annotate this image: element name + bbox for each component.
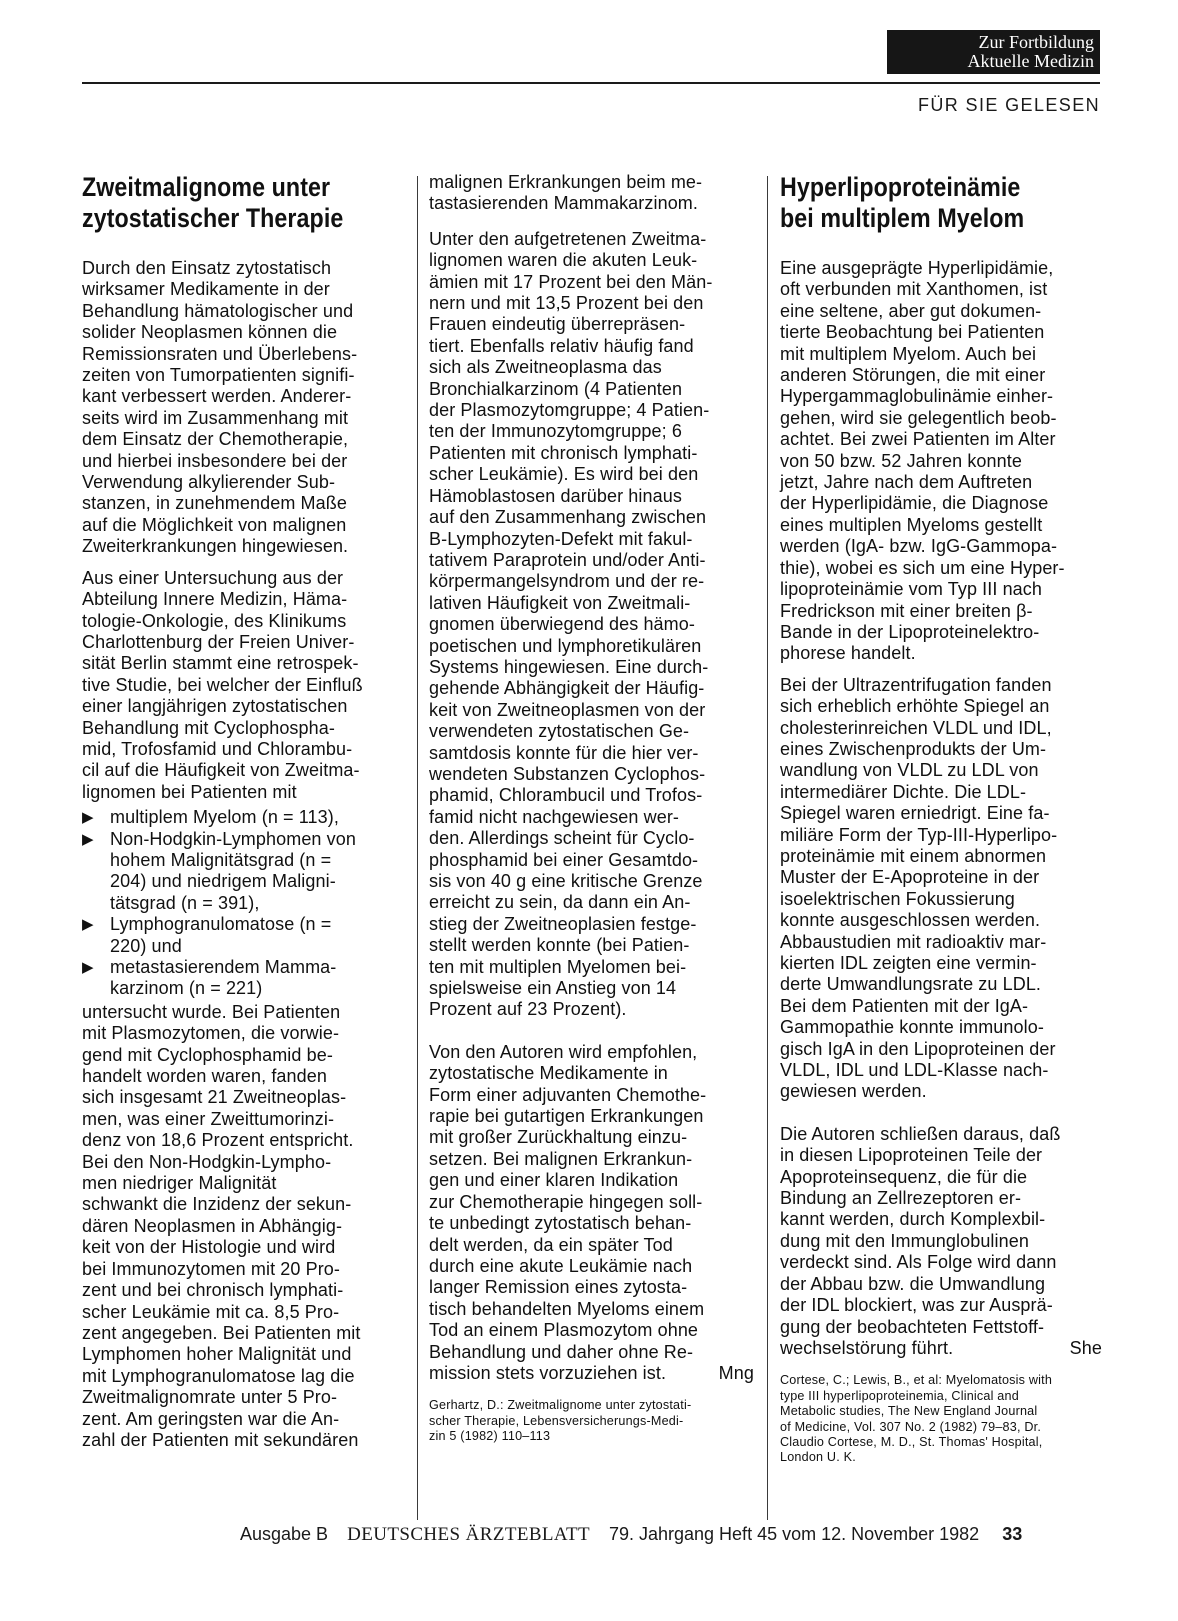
bullet-arrow-icon: ▶ xyxy=(82,959,94,976)
list-item: ▶ Lymphogranulomatose (n = 220) und xyxy=(82,914,332,956)
page-footer xyxy=(240,1524,1022,1546)
article-2-reference: Cortese, C.; Lewis, B., et al: Myelomatosis with type III hyperlipoproteinemia, Clinical and Metabolic studies, The New England Journal of Medicine, Vol. 307 No. 2 (1982) 79–83, Dr. Claudio Cortese, M. D., St. Thomas' Hospital, London U. K. xyxy=(780,1373,1053,1465)
article-2-paragraph-2: Bei der Ultrazentrifugation fanden sich erheblich erhöhte Spiegel an cholesterinreichen VLDL und IDL, eines Zwischenprodukts der Um- wandlung von VLDL zu LDL von intermediärer Dichte. Die LDL- Spiegel waren erniedrigt. Eine fa- miliäre Form der Typ-III-Hyperlipo- proteinämie mit einem abnormen Muster der E-Apoproteine in der isoelektrischen Fokussierung konnte ausgeschlossen werden. Abbaustudien mit radioaktiv mar- kierten IDL zeigten eine vermin- derte Umwandlungsrate zu LDL. Bei dem Patienten mit der IgA- Gammopathie konnte immunolo- gisch IgA in den Lipoproteinen der VLDL, IDL und LDL-Klasse nach- gewiesen werden. xyxy=(780,674,1058,1102)
issue-info: 79. Jahrgang Heft 45 vom 12. November 1982 xyxy=(608,1524,980,1544)
journal-name: DEUTSCHES ÄRZTEBLATT xyxy=(347,1524,590,1545)
list-item: ▶ multiplem Myelom (n = 113), xyxy=(82,807,339,828)
author-signature: Mng xyxy=(718,1362,754,1383)
bullet-arrow-icon: ▶ xyxy=(82,830,94,848)
list-item: ▶ Non-Hodgkin-Lymphomen von hohem Malignitätsgrad (n = 204) und niedrigem Maligni- tätsgrad (n = 391), xyxy=(82,828,356,913)
rubric-line-2: Aktuelle Medizin xyxy=(967,51,1094,71)
article-2-title: Hyperlipoproteinämie bei multiplem Myelom xyxy=(780,172,1025,233)
bullet-arrow-icon: ▶ xyxy=(82,809,94,827)
column-2 xyxy=(429,172,754,1445)
article-1-paragraph-4: malignen Erkrankungen beim me- tastasierenden Mammakarzinom. xyxy=(429,172,703,214)
column-3 xyxy=(780,172,1102,1466)
rubric-line-1: Zur Fortbildung xyxy=(978,32,1094,52)
bullet-arrow-icon: ▶ xyxy=(82,916,94,934)
article-1-paragraph-2: Aus einer Untersuchung aus der Abteilung Innere Medizin, Häma- tologie-Onkologie, des Klinikums Charlottenburg der Freien Univer- sität Berlin stammt eine retrospek- tive Studie, bei welcher der Einfluß einer langjährigen zytostatischen Behandlung mit Cyclophospha- mid, Trofosfamid und Chlorambu- cil auf die Häufigkeit von Zweitma- lignomen bei Patienten mit xyxy=(82,567,363,802)
header-rule xyxy=(82,82,1100,84)
article-2-paragraph-3: Die Autoren schließen daraus, daß in diesen Lipoproteinen Teile der Apoproteinsequenz, die für die Bindung an Zellrezeptoren er- kannt werden, durch Komplexbil- dung mit den Immunglobulinen verdeckt sind. Als Folge wird dann der Abbau bzw. die Umwandlung der IDL blockiert, was zur Ausprä- gung der beobachteten Fettstoff- wechselstörung führt. She xyxy=(780,1123,1102,1358)
list-item: ▶ metastasierendem Mamma- karzinom (n = 221) xyxy=(82,957,337,999)
page-number: 33 xyxy=(1002,1524,1023,1544)
article-1-title: Zweitmalignome unter zytostatischer Therapie xyxy=(82,172,344,233)
column-divider xyxy=(417,176,418,1520)
article-1-reference: Gerhartz, D.: Zweitmalignome unter zytostati- scher Therapie, Lebensversicherungs-Medi- zin 5 (1982) 110–113 xyxy=(429,1398,692,1444)
author-signature: She xyxy=(1069,1337,1102,1358)
article-1-paragraph-1: Durch den Einsatz zytostatisch wirksamer Medikamente in der Behandlung hämatologischer und solider Neoplasmen können die Remissionsraten und Überlebens- zeiten von Tumorpatienten signifi- kant verbessert werden. Anderer- seits wird im Zusammenhang mit dem Einsatz der Chemotherapie, und hierbei insbesondere bei der Verwendung alkylierender Sub- stanzen, in zunehmendem Maße auf die Möglichkeit von malignen Zweiterkrankungen hingewiesen. xyxy=(82,258,358,557)
rubric-badge xyxy=(887,30,1100,74)
article-1-paragraph-3: untersucht wurde. Bei Patienten mit Plasmozytomen, die vorwie- gend mit Cyclophosphamid be- handelt worden waren, fanden sich insgesamt 21 Zweitneoplas- men, was einer Zweittumorinzi- denz von 18,6 Prozent entspricht. Bei den Non-Hodgkin-Lympho- men niedriger Malignität schwankt die Inzidenz der sekun- dären Neoplasmen in Abhängig- keit von der Histologie und wird bei Immunozytomen mit 20 Pro- zent und bei chronisch lymphati- scher Leukämie mit ca. 8,5 Pro- zent angegeben. Bei Patienten mit Lymphomen hoher Malignität und mit Lymphogranulomatose lag die Zweitmalignomrate unter 5 Pro- zent. Am geringsten war die An- zahl der Patienten mit sekundären xyxy=(82,1001,361,1450)
section-label: FÜR SIE GELESEN xyxy=(917,95,1100,115)
column-divider xyxy=(767,176,768,1520)
article-2-paragraph-1: Eine ausgeprägte Hyperlipidämie, oft verbunden mit Xanthomen, ist eine seltene, aber gut dokumen- tierte Beobachtung bei Patienten mit multiplem Myelom. Auch bei anderen Störungen, die mit einer Hypergammaglobulinämie einher- gehen, wird sie gelegentlich beob- achtet. Bei zwei Patienten im Alter von 50 bzw. 52 Jahren konnte jetzt, Jahre nach dem Auftreten der Hyperlipidämie, die Diagnose eines multiplen Myeloms gestellt werden (IgA- bzw. IgG-Gammopa- thie), wobei es sich um eine Hyper- lipoproteinämie vom Typ III nach Fredrickson mit einer breiten β- Bande in der Lipoproteinelektro- phorese handelt. xyxy=(780,258,1065,664)
patient-group-list xyxy=(82,807,407,1000)
column-1 xyxy=(82,172,407,1461)
article-1-paragraph-5: Unter den aufgetretenen Zweitma- lignomen waren die akuten Leuk- ämien mit 17 Prozent bei den Män- nern und mit 13,5 Prozent bei den Frauen eindeutig überrepräsen- tiert. Ebenfalls relativ häufig fand sich als Zweitneoplasma das Bronchialkarzinom (4 Patienten der Plasmozytomgruppe; 4 Patien- ten der Immunozytomgruppe; 6 Patienten mit chronisch lymphati- scher Leukämie). Es wird bei den Hämoblastosen darüber hinaus auf den Zusammenhang zwischen B-Lymphozyten-Defekt mit fakul- tativem Paraprotein und/oder Anti- körpermangelsyndrom und der re- lativen Häufigkeit von Zweitmali- gnomen überwiegend des hämo- poetischen und lymphoretikulären Systems hingewiesen. Eine durch- gehende Abhängigkeit der Häufig- keit von Zweitneoplasmen von der verwendeten zytostatischen Ge- samtdosis konnte für die hier ver- wendeten Substanzen Cyclophos- phamid, Chlorambucil und Trofos- famid nicht nachgewiesen wer- den. Allerdings scheint für Cyclo- phosphamid bei einer Gesamtdo- sis von 40 g eine kritische Grenze erreicht zu sein, da dann ein An- stieg der Zweitneoplasien festge- stellt werden konnte (bei Patien- ten mit multiplen Myelomen bei- spielsweise ein Anstieg von 14 Prozent auf 23 Prozent). xyxy=(429,228,713,1020)
edition-label: Ausgabe B xyxy=(240,1524,329,1544)
article-1-paragraph-6: Von den Autoren wird empfohlen, zytostatische Medikamente in Form einer adjuvanten Chemothe- rapie bei gutartigen Erkrankungen mit großer Zurückhaltung einzu- setzen. Bei malignen Erkrankun- gen und einer klaren Indikation zur Chemotherapie hingegen soll- te unbedingt zytostatisch behan- delt werden, da ein später Tod durch eine akute Leukämie nach langer Remission eines zytosta- tisch behandelten Myeloms einem Tod an einem Plasmozytom ohne Behandlung und daher ohne Re- mission stets vorzuziehen ist. Mng xyxy=(429,1041,754,1383)
